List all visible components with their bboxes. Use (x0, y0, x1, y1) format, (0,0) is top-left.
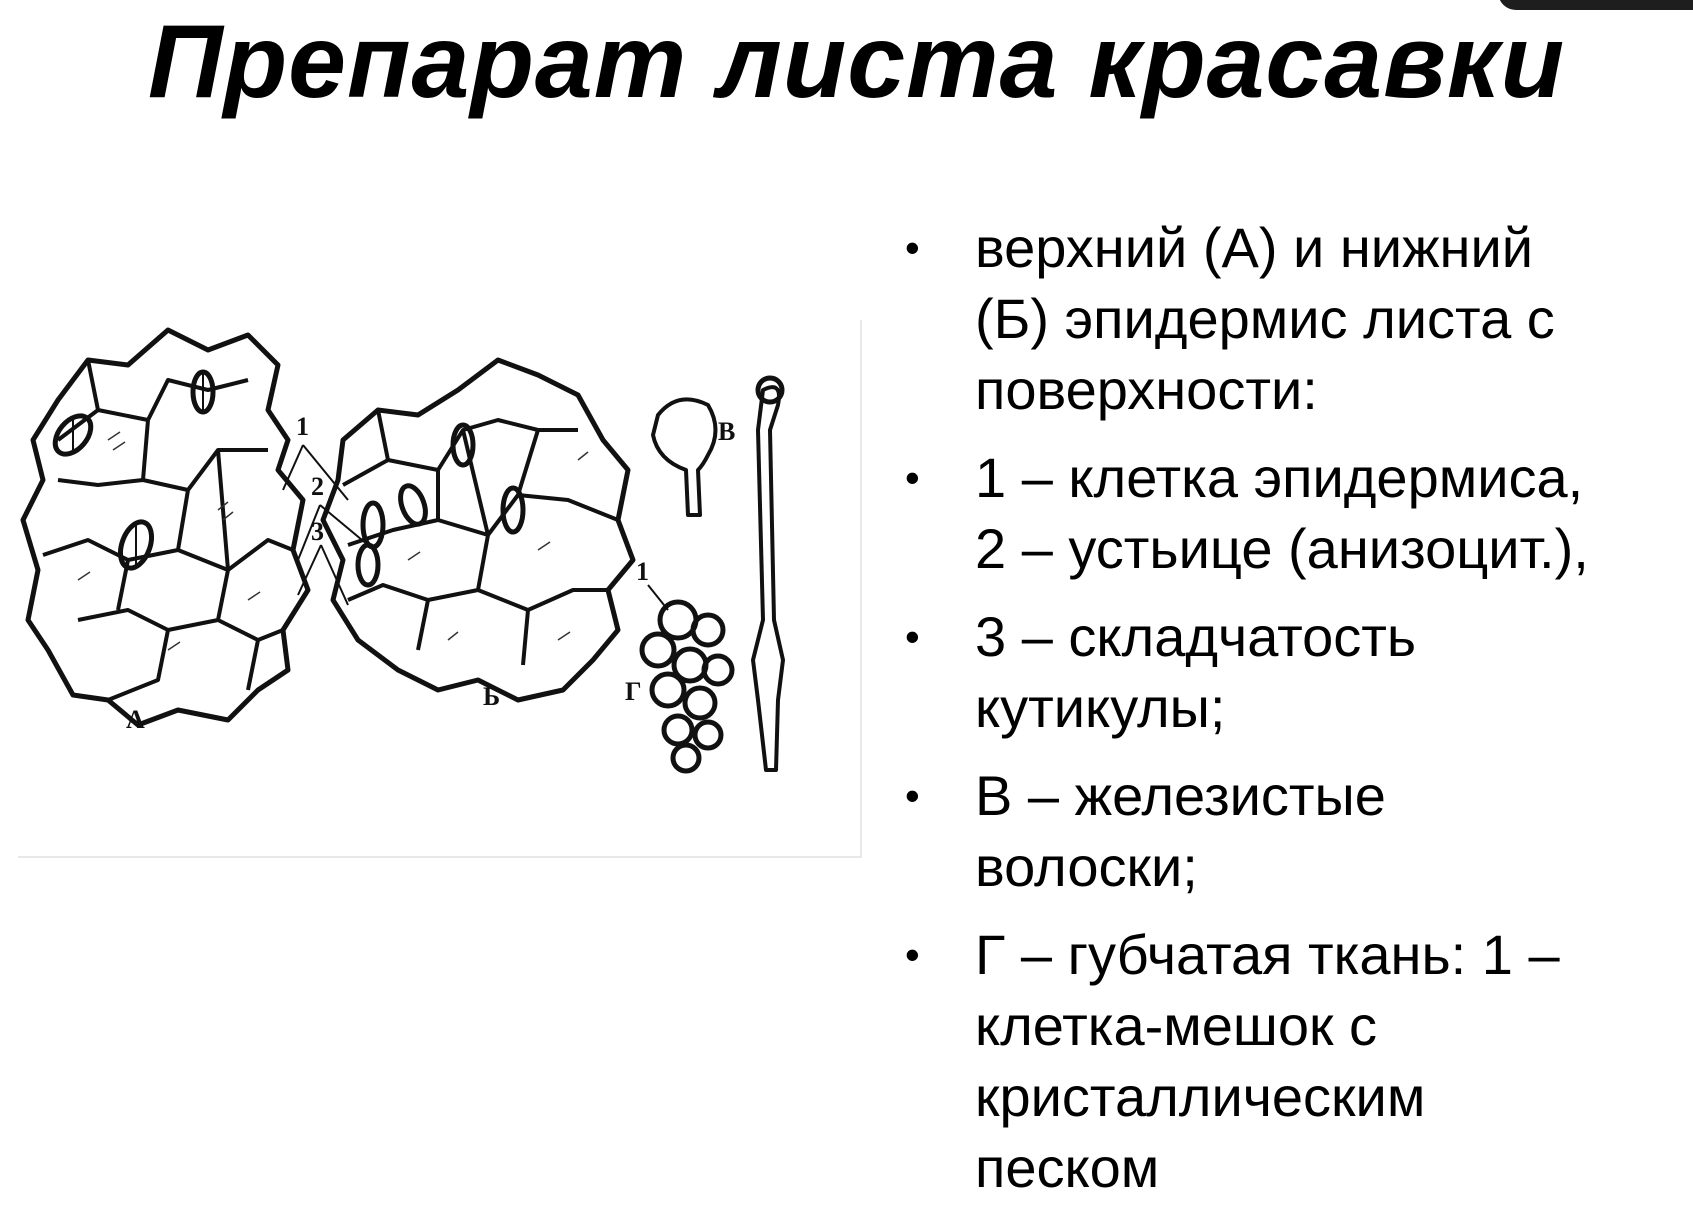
legend-item-text: В – железистые волоски; (975, 764, 1386, 898)
legend-list (905, 212, 1665, 1220)
bullet-marker: • (905, 613, 920, 660)
legend-item (905, 919, 1665, 1203)
leaf-epidermis-drawing (18, 320, 860, 856)
label-1: 1 (296, 412, 309, 441)
stoma-b1 (363, 503, 383, 547)
legend-item (905, 601, 1665, 743)
legend-item-text: 3 – складчатость кутикулы; (975, 605, 1417, 739)
label-1-g: 1 (636, 557, 649, 586)
stoma-b2 (396, 482, 430, 527)
label-b: Б (483, 682, 501, 711)
legend-item (905, 212, 1665, 425)
legend-item-text: верхний (А) и нижний (Б) эпидермис листа с поверхности: (975, 216, 1555, 421)
label-a: А (126, 705, 145, 734)
label-v: В (718, 417, 736, 446)
bullet-marker: • (905, 931, 920, 978)
legend-item (905, 760, 1665, 902)
label-2: 2 (311, 472, 324, 501)
stoma-b5 (358, 545, 378, 585)
legend-item-text: Г – губчатая ткань: 1 – клетка-мешок с кристаллическим песком (975, 923, 1560, 1199)
bullet-marker: • (905, 454, 920, 501)
bullet-marker: • (905, 772, 920, 819)
upper-epidermis-cell-walls (43, 360, 293, 700)
leaf-epidermis-figure (18, 320, 862, 858)
legend-item-text: 1 – клетка эпидермиса, 2 – устьице (анизоцит.), (975, 446, 1589, 580)
slide-title: Препарат листа красавки (147, 4, 1566, 120)
label-g: Г (625, 677, 642, 706)
glandular-hair-short (653, 399, 716, 515)
legend-item (905, 442, 1665, 584)
bullet-marker: • (905, 224, 920, 271)
glandular-hair-long (753, 387, 783, 770)
label-3: 3 (311, 517, 324, 546)
lower-epidermis-cell-walls (343, 410, 618, 665)
